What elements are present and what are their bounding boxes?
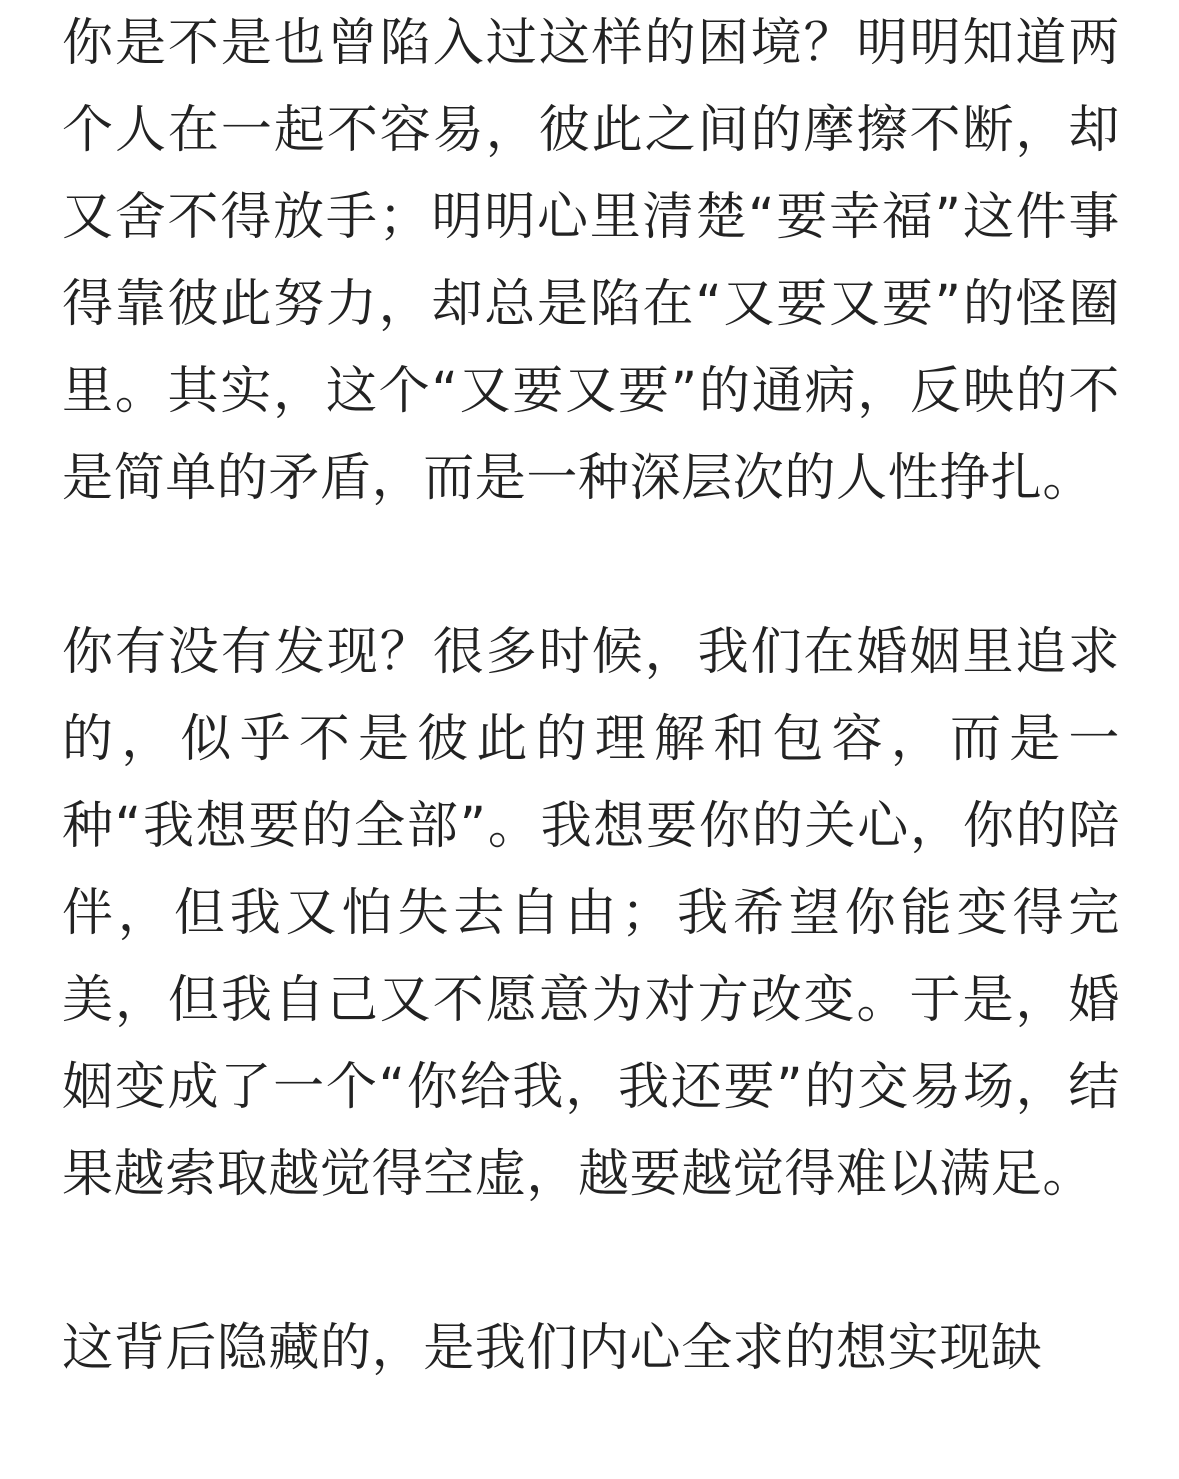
paragraph-3-partial: 这背后隐藏的，是我们内心全求的想实现缺 (62, 1319, 1043, 1378)
article-body (62, 0, 1120, 1479)
paragraph-2: 你有没有发现？很多时候，我们在婚姻里追求的，似乎不是彼此的理解和包容，而是一种“我想要的全部”。我想要你的关心，你的陪伴，但我又怕失去自由；我希望你能变得完美，但我自己又不愿意为对方改变。于是，婚姻变成了一个“你给我，我还要”的交易场，结果越索取越觉得空虚，越要越觉得难以满足。 (62, 623, 1120, 1204)
paragraph-1: 你是不是也曾陷入过这样的困境？明明知道两个人在一起不容易，彼此之间的摩擦不断，却又舍不得放手；明明心里清楚“要幸福”这件事得靠彼此努力，却总是陷在“又要又要”的怪圈里。其实，这个“又要又要”的通病，反映的不是简单的矛盾，而是一种深层次的人性挣扎。 (62, 14, 1120, 508)
